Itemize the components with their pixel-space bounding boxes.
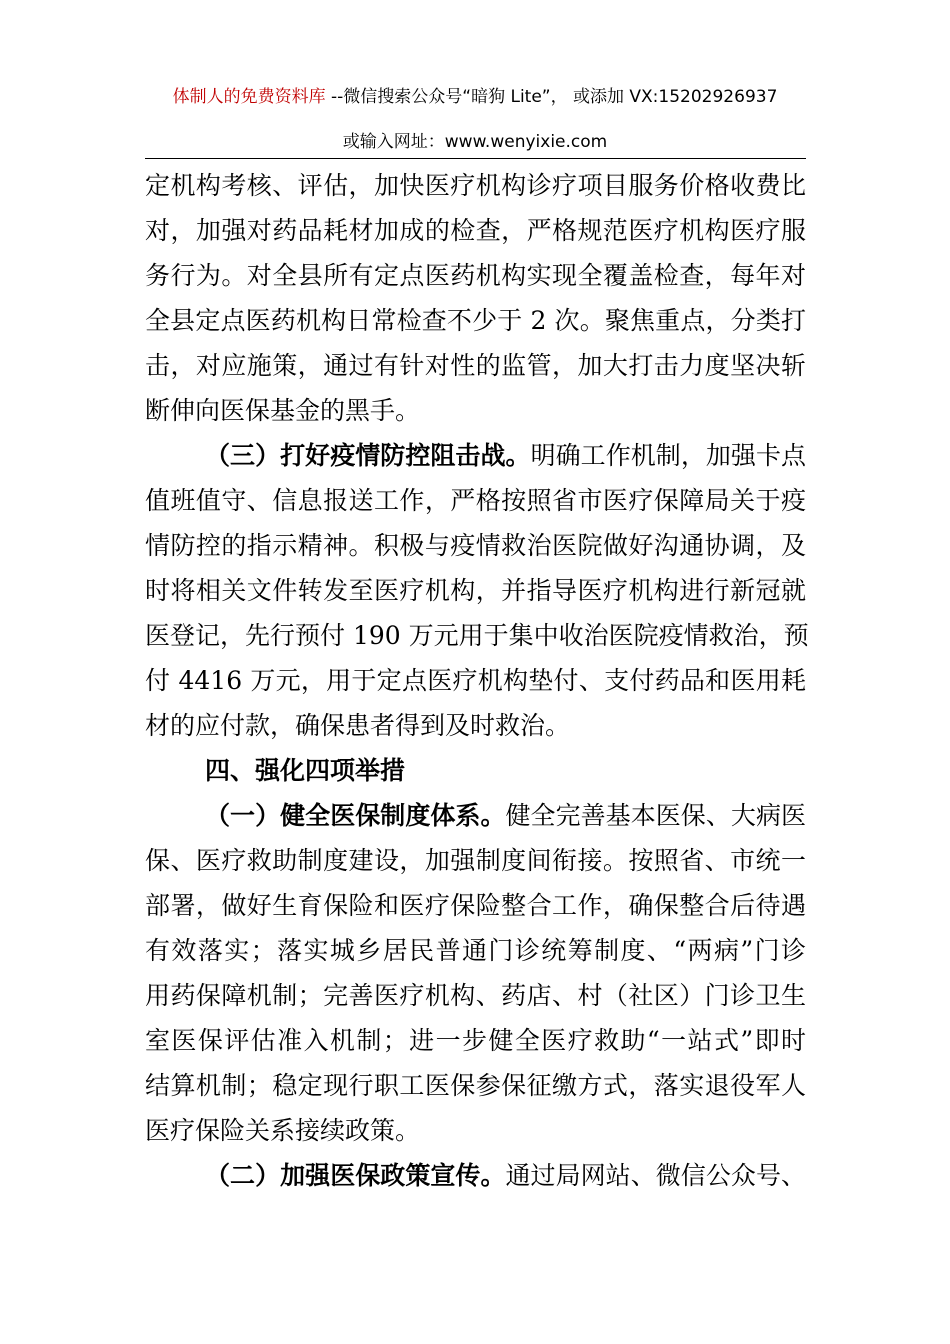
section-4-heading [205, 755, 806, 787]
body-line: 有效落实；落实城乡居民普通门诊统筹制度、“两病”门诊 [145, 936, 806, 965]
body-line: 付 4416 万元，用于定点医疗机构垫付、支付药品和医用耗 [145, 666, 806, 695]
header-divider [145, 158, 806, 159]
section-4-title: 四、强化四项举措 [205, 756, 406, 785]
body-line: 结算机制；稳定现行职工医保参保征缴方式，落实退役军人 [145, 1071, 806, 1100]
paragraph-4-2-heading: （二）加强医保政策宣传。 [205, 1161, 506, 1190]
paragraph-4-1-heading: （一）健全医保制度体系。 [205, 801, 506, 830]
body-line: 情防控的指示精神。积极与疫情救治医院做好沟通协调，及 [145, 531, 806, 560]
body-line: 医疗保险关系接续政策。 [145, 1116, 421, 1145]
body-line: 用药保障机制；完善医疗机构、药店、村（社区）门诊卫生 [145, 981, 806, 1010]
header-line-1 [0, 86, 950, 108]
paragraph-4-1-lead: 健全完善基本医保、大病医 [505, 801, 806, 830]
paragraph-4-1-first-line [205, 800, 806, 832]
body-line: 值班值守、信息报送工作，严格按照省市医疗保障局关于疫 [145, 486, 806, 515]
header-line-2: 或输入网址：www.wenyixie.com [342, 132, 608, 152]
header-red-text: 体制人的免费资料库 [172, 87, 326, 107]
body-line: 定机构考核、评估，加快医疗机构诊疗项目服务价格收费比 [145, 171, 806, 200]
paragraph-4-2-lead: 通过局网站、微信公众号、 [505, 1161, 806, 1190]
body-line: 部署，做好生育保险和医疗保险整合工作，确保整合后待遇 [145, 891, 806, 920]
body-line: 务行为。对全县所有定点医药机构实现全覆盖检查，每年对 [145, 261, 806, 290]
body-line: 对，加强对药品耗材加成的检查，严格规范医疗机构医疗服 [145, 216, 806, 245]
paragraph-3-lead: 明确工作机制，加强卡点 [530, 441, 806, 470]
body-line: 材的应付款，确保患者得到及时救治。 [145, 711, 571, 740]
paragraph-3-heading: （三）打好疫情防控阻击战。 [205, 441, 531, 470]
paragraph-4-2-first-line [205, 1160, 806, 1192]
paragraph-3-first-line [205, 440, 806, 472]
body-line: 全县定点医药机构日常检查不少于 2 次。聚焦重点，分类打 [145, 306, 806, 335]
body-line: 击，对应施策，通过有针对性的监管，加大打击力度坚决斩 [145, 351, 806, 380]
body-line: 时将相关文件转发至医疗机构，并指导医疗机构进行新冠就 [145, 576, 806, 605]
body-line: 室医保评估准入机制；进一步健全医疗救助“一站式”即时 [145, 1026, 806, 1055]
body-line: 断伸向医保基金的黑手。 [145, 396, 421, 425]
body-line: 医登记，先行预付 190 万元用于集中收治医院疫情救治，预 [145, 621, 809, 650]
body-line: 保、医疗救助制度建设，加强制度间衔接。按照省、市统一 [145, 846, 806, 875]
header-rest-text: --微信搜索公众号“暗狗 Lite”， 或添加 VX:15202926937 [325, 87, 778, 107]
